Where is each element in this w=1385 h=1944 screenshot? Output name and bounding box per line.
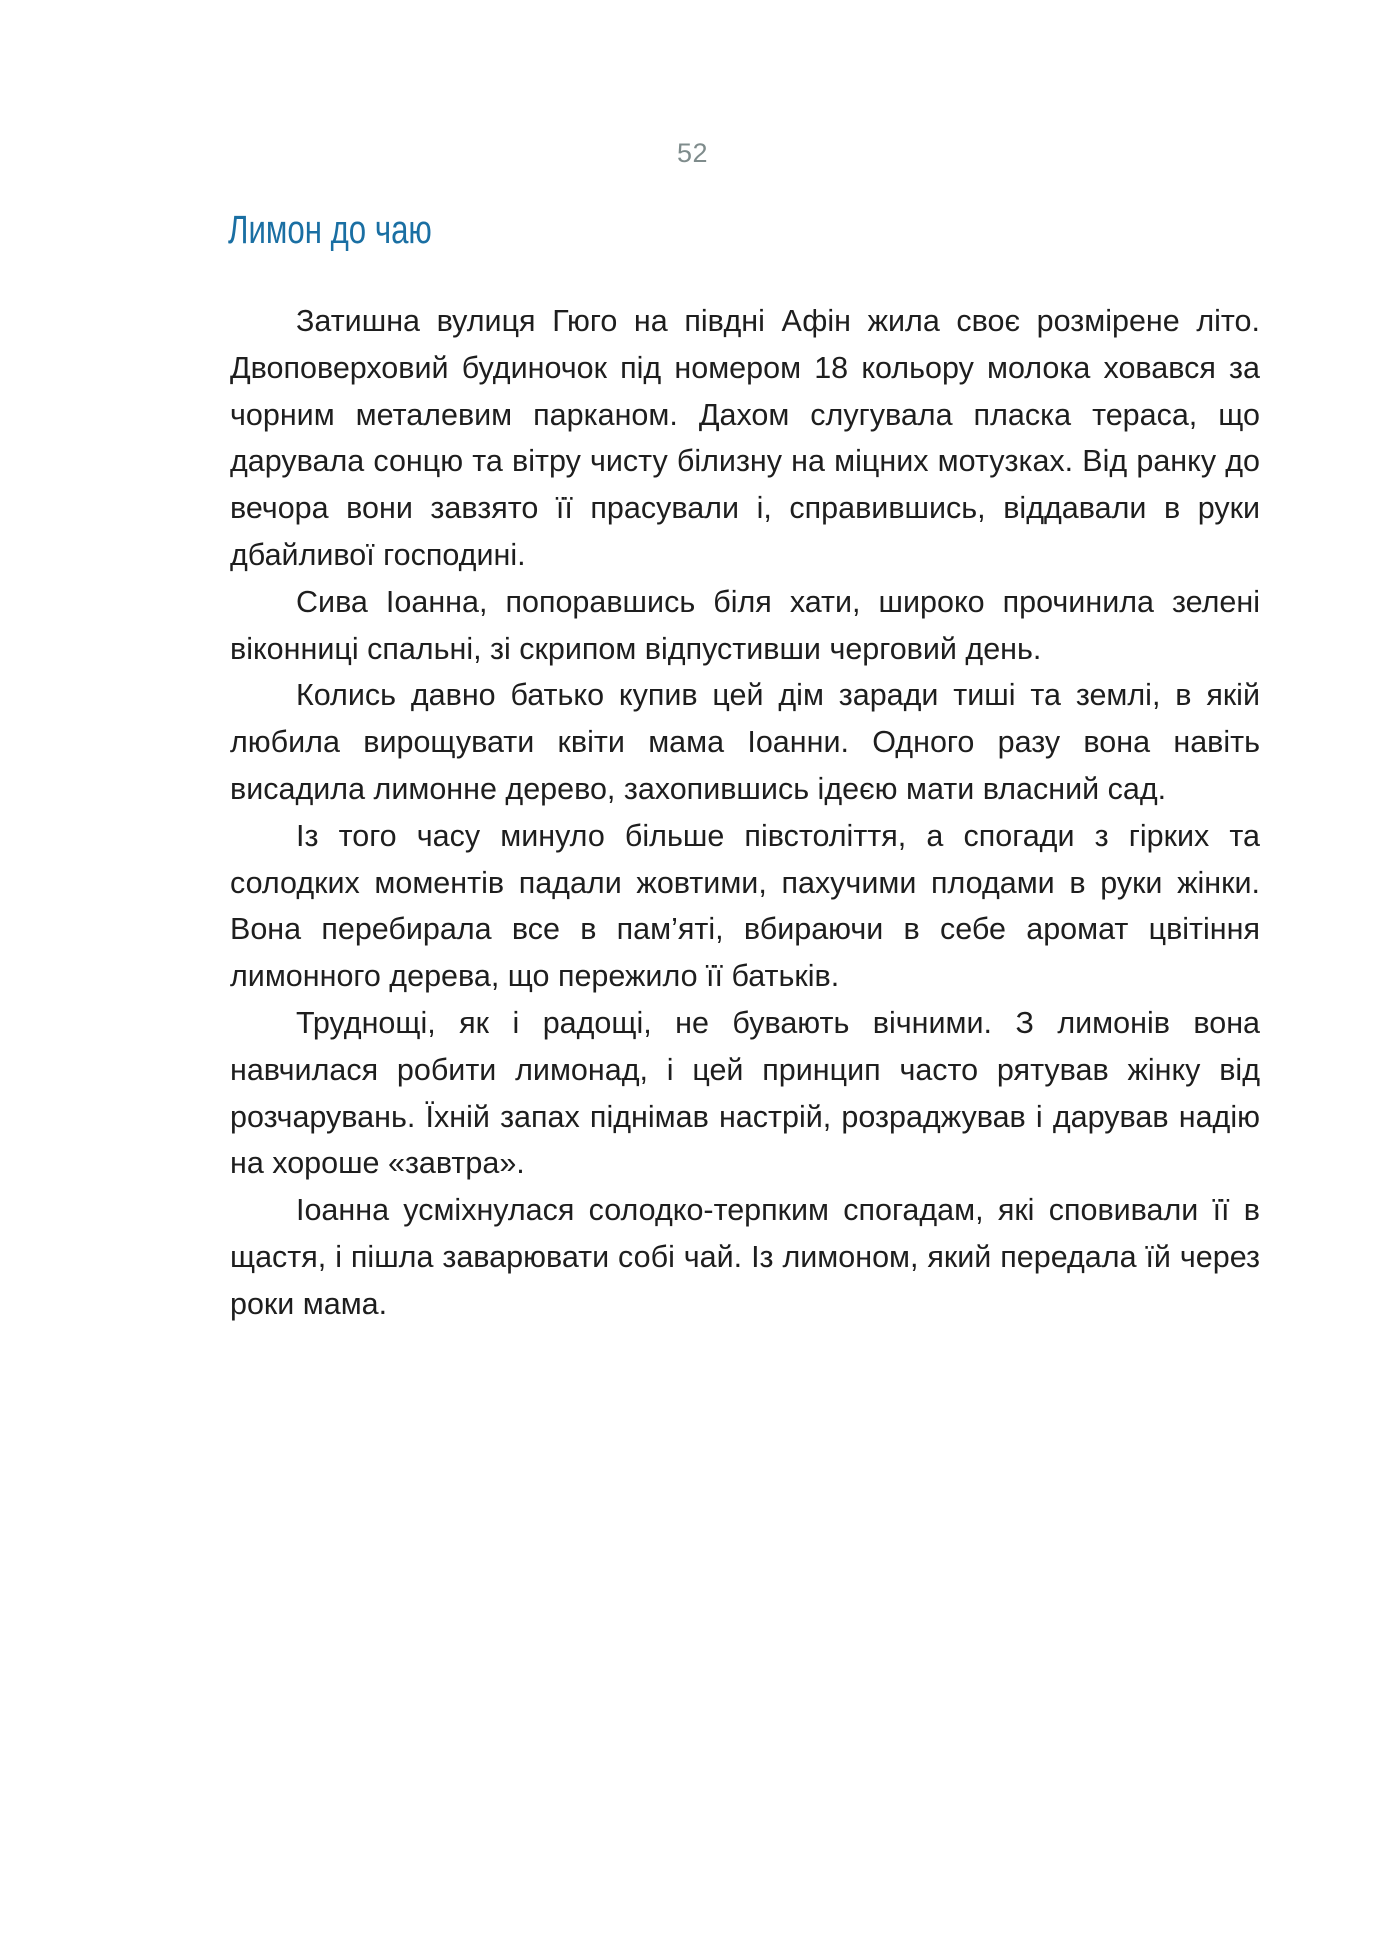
paragraph-3: Колись давно батько купив цей дім заради тиші та землі, в якій любила вирощувати квіти мама Іоанни. Одного разу вона навіть висадила лимонне дерево, захопившись ідеєю мати власний сад. [230, 678, 1260, 806]
page-number: 52 [676, 138, 709, 168]
chapter-title: Лимон до чаю [228, 208, 432, 252]
paragraph-2: Сива Іоанна, попоравшись біля хати, широко прочинила зелені віконниці спальні, зі скрипом відпустивши черговий день. [230, 584, 1260, 666]
paragraph-6: Іоанна усміхнулася солодко-терпким спогадам, які сповивали її в щастя, і пішла заварювати собі чай. Із лимоном, який передала їй через роки мама. [230, 1193, 1260, 1321]
paragraph-5: Труднощі, як і радощі, не бувають вічними. З лимонів вона навчилася робити лимонад, і цей принцип часто рятував жінку від розчарувань. Їхній запах піднімав настрій, розраджував і дарував надію на хороше «завтра». [230, 1005, 1260, 1181]
story-text [230, 298, 1260, 1328]
paragraph-4: Із того часу минуло більше півстоліття, а спогади з гірких та солодких моментів падали жовтими, пахучими плодами в руки жінки. Вона перебирала все в пам’яті, вбираючи в себе аромат цвітіння лимонного дерева, що пережило її батьків. [230, 818, 1260, 994]
paragraph-1: Затишна вулиця Гюго на півдні Афін жила своє розмірене літо. Двоповерховий будиночок під номером 18 кольору молока ховався за чорним металевим парканом. Дахом слугувала пласка тераса, що дарувала сонцю та вітру чисту білизну на міцних мотузках. Від ранку до вечора вони завзято її прасували і, справившись, віддавали в руки дбайливої господині. [230, 304, 1260, 572]
